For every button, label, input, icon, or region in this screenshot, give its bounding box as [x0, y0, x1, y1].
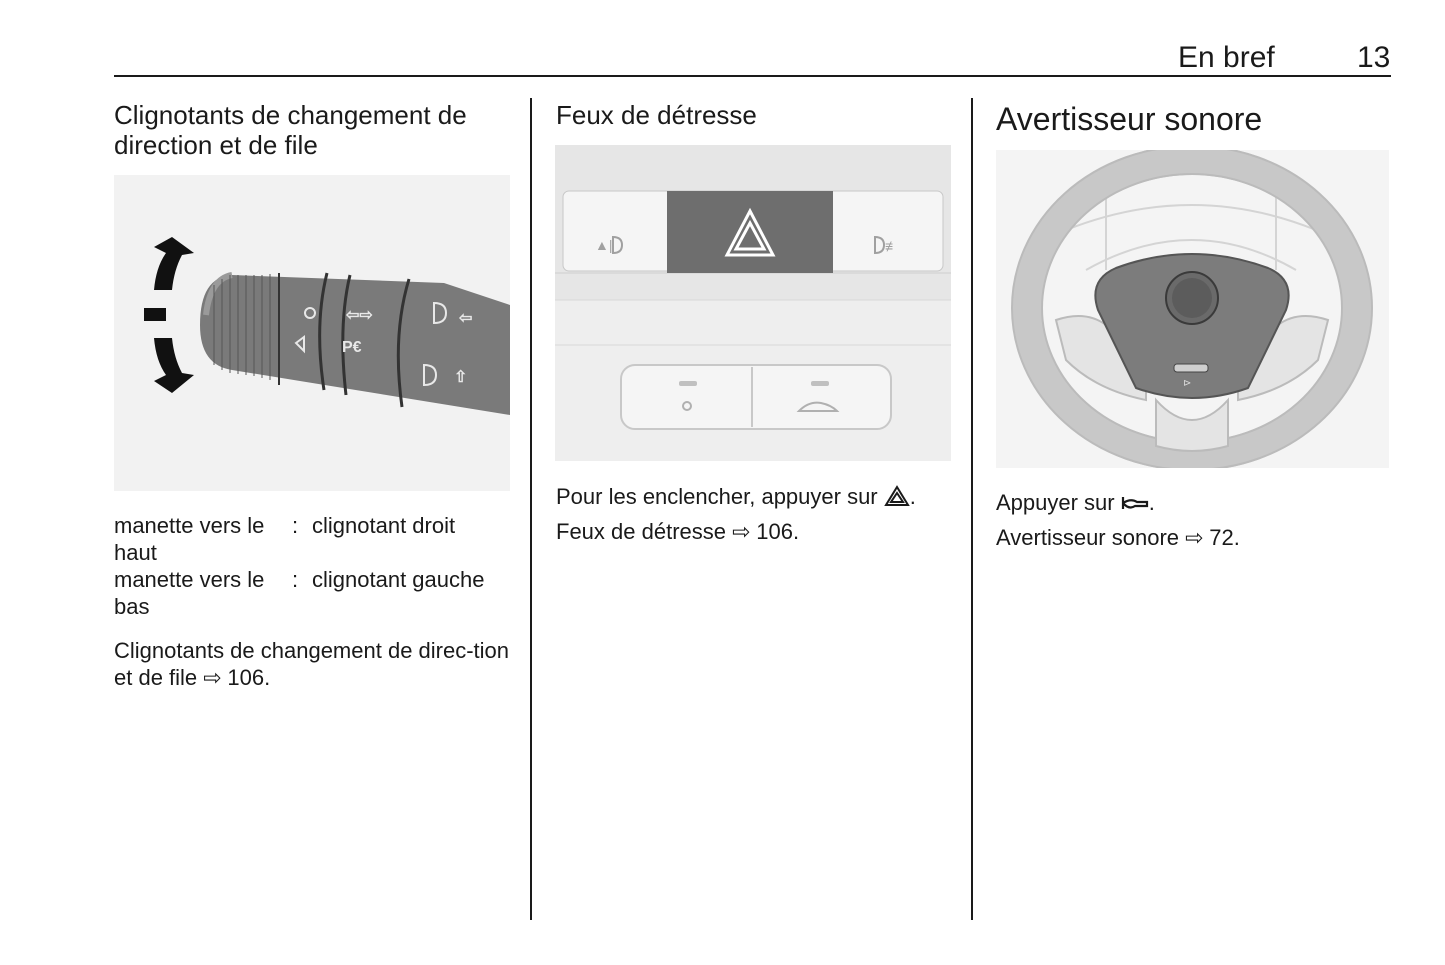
definition-term: manette vers le bas [114, 567, 265, 619]
up-down-arrow-icon [144, 237, 194, 393]
definition-colon: : [292, 513, 299, 538]
definition-row [114, 566, 514, 620]
section-hazard-lights [556, 100, 956, 130]
section-title: Feux de détresse [556, 100, 757, 130]
definition-row [114, 512, 514, 566]
cross-reference-page[interactable]: 72. [1209, 525, 1240, 550]
page-number: 13 [1357, 41, 1391, 74]
instruction-text [996, 489, 1391, 516]
definition-description: clignotant droit [312, 513, 456, 538]
hazard-triangle-icon [884, 485, 910, 507]
svg-text:▲|: ▲| [595, 237, 613, 253]
column-divider [530, 98, 532, 920]
svg-text:⇧: ⇧ [454, 369, 468, 386]
cross-reference-text: Clignotants de changement de direc-tion et de file [114, 638, 510, 690]
section-title: Clignotants de changement de direction et de file [114, 100, 467, 160]
svg-text:⇦⇨: ⇦⇨ [346, 307, 373, 324]
svg-text:⊳: ⊳ [1183, 378, 1192, 389]
horn-icon [1121, 494, 1149, 512]
cross-reference [996, 524, 1391, 551]
page-reference-arrow-icon: ⇨ [1185, 525, 1204, 550]
hazard-switch-figure [555, 145, 951, 461]
cross-reference [114, 637, 514, 691]
section-turn-signals [114, 100, 514, 160]
instruction-end: . [1148, 490, 1155, 515]
cross-reference-page[interactable]: 106. [227, 665, 271, 690]
cross-reference-text: Avertisseur sonore [996, 525, 1180, 550]
cross-reference-text: Feux de détresse [556, 519, 726, 544]
page-reference-arrow-icon: ⇨ [732, 519, 751, 544]
svg-text:P€: P€ [342, 339, 362, 356]
definition-description: clignotant gauche [312, 567, 485, 592]
section-horn [996, 100, 1391, 138]
header-rule [114, 75, 1391, 77]
definition-term: manette vers le haut [114, 513, 265, 565]
steering-wheel-figure [996, 150, 1389, 468]
cross-reference-page[interactable]: 106. [756, 519, 800, 544]
running-header-section: En bref [1178, 41, 1275, 74]
instruction-text [556, 483, 966, 510]
svg-text:⇦: ⇦ [459, 310, 473, 327]
turn-signal-lever-figure [114, 175, 510, 491]
cross-reference [556, 518, 956, 545]
column-divider [971, 98, 973, 920]
instruction-end: . [909, 484, 916, 509]
definition-colon: : [292, 567, 299, 592]
svg-text:≢: ≢ [885, 238, 899, 254]
instruction-label: Appuyer sur [996, 490, 1115, 515]
page-reference-arrow-icon: ⇨ [203, 665, 222, 690]
instruction-label: Pour les enclencher, appuyer sur [556, 484, 878, 509]
section-title: Avertisseur sonore [996, 101, 1263, 137]
